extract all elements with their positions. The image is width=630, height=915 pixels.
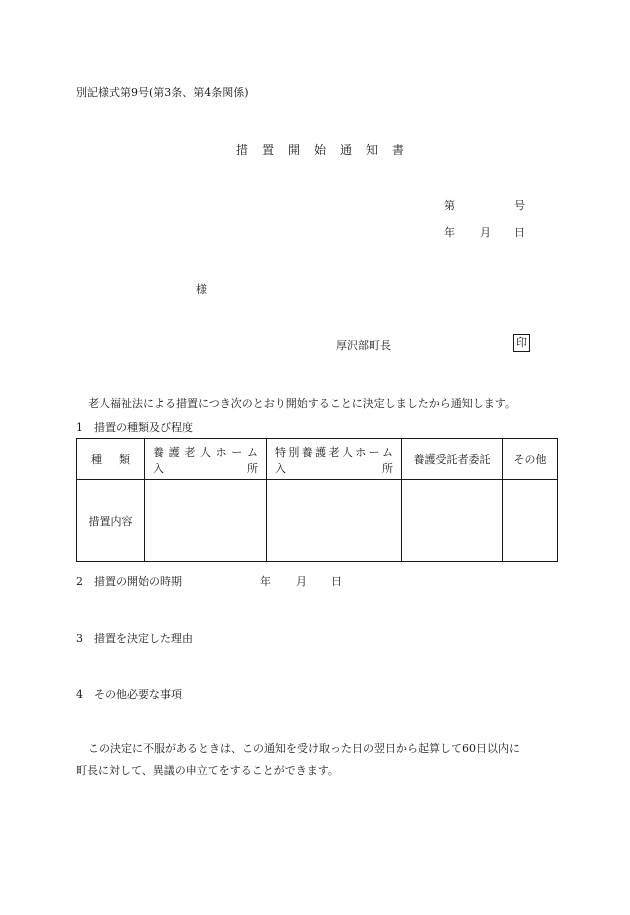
section-2-day: 日: [331, 575, 342, 588]
kind-header-cell: [77, 439, 145, 480]
column-caretaker-consignment: 養護受託者委託: [402, 439, 503, 480]
section-3-label: 措置を決定した理由: [94, 632, 193, 645]
section-2-number: 2: [76, 575, 83, 588]
section-3-number: 3: [76, 632, 83, 645]
column-nursing-home-line1: 養 護 老 人 ホ ー ム: [153, 446, 258, 459]
section-3-heading: [76, 630, 193, 646]
measure-cell-other[interactable]: [503, 480, 558, 562]
measure-cell-nursing-home[interactable]: [145, 480, 267, 562]
number-suffix: 号: [514, 199, 525, 212]
issuer-name: 厚沢部町長: [336, 339, 391, 352]
table-header-row: [77, 439, 558, 480]
date-day: 日: [514, 226, 525, 239]
section-1-label: 措置の種類及び程度: [94, 421, 193, 434]
column-nursing-home-line2-right: 所: [247, 462, 258, 475]
kind-label-char-1: 種: [91, 453, 102, 466]
column-special-nursing-home-line2-left: 入: [275, 462, 286, 475]
section-1-heading: [76, 419, 193, 435]
measure-cell-caretaker-consignment[interactable]: [402, 480, 503, 562]
date-month: 月: [480, 226, 491, 239]
intro-text: 老人福祉法による措置につき次のとおり開始することに決定しましたから通知します。: [88, 397, 516, 410]
table-body-row: [77, 480, 558, 562]
measure-cell-special-nursing-home[interactable]: [267, 480, 402, 562]
addressee-suffix: 様: [196, 283, 207, 296]
date-year: 年: [444, 226, 455, 239]
column-special-nursing-home-line2-right: 所: [382, 462, 393, 475]
section-2-heading: [76, 573, 182, 589]
closing-line-1: この決定に不服があるときは、この通知を受け取った日の翌日から起算して60日以内に: [88, 742, 520, 755]
form-label: 別記様式第9号(第3条、第4条関係): [76, 86, 249, 99]
section-2-label: 措置の開始の時期: [94, 575, 182, 588]
section-4-label: その他必要な事項: [94, 688, 182, 701]
section-2-month: 月: [296, 575, 307, 588]
column-nursing-home: [145, 439, 267, 480]
column-special-nursing-home-line1: 特 別 養 護 老 人 ホ ー ム: [275, 446, 393, 459]
closing-line-2: 町長に対して、異議の申立てをすることができます。: [76, 764, 339, 777]
column-special-nursing-home: [267, 439, 402, 480]
column-nursing-home-line2-left: 入: [153, 462, 164, 475]
row-label-measure-content: 措置内容: [77, 480, 145, 562]
kind-label-char-2: 類: [119, 453, 130, 466]
number-prefix: 第: [444, 199, 455, 212]
section-4-heading: [76, 686, 182, 702]
seal-mark: 印: [513, 334, 530, 352]
document-title: 措置開始通知書: [236, 143, 419, 157]
column-other: その他: [503, 439, 558, 480]
section-4-number: 4: [76, 688, 83, 701]
measures-table: [76, 438, 558, 562]
section-1-number: 1: [76, 421, 83, 434]
section-2-year: 年: [260, 575, 271, 588]
